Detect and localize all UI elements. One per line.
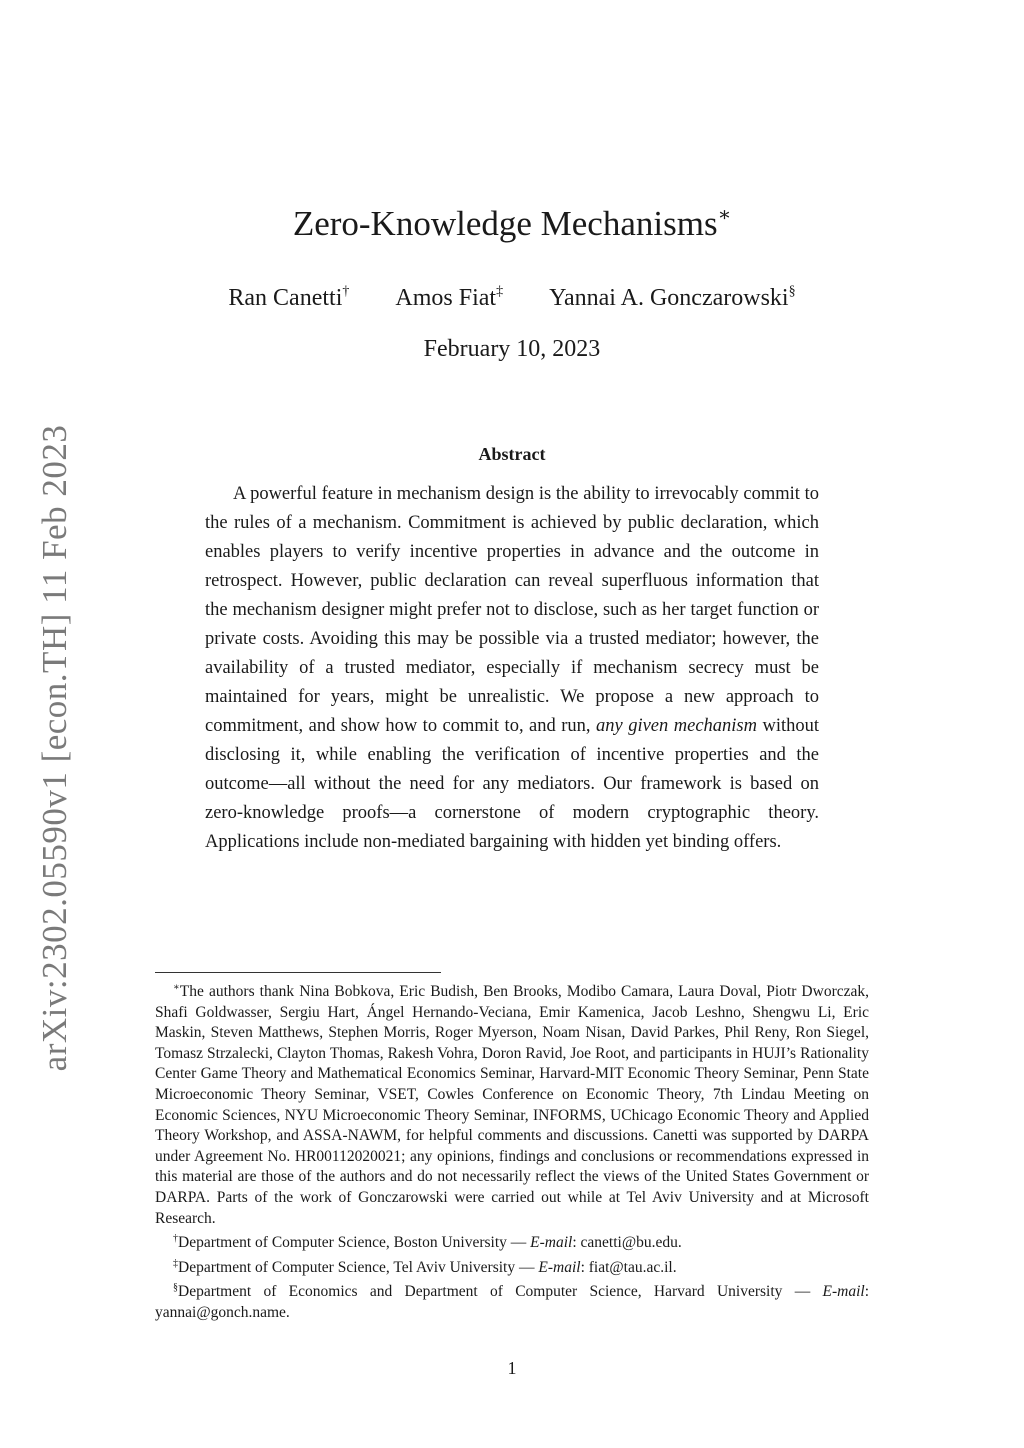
author-name: Yannai A. Gonczarowski <box>549 285 789 311</box>
paper-title-text: Zero-Knowledge Mechanisms <box>292 204 718 243</box>
footnote-text: The authors thank Nina Bobkova, Eric Budish, Ben Brooks, Modibo Camara, Laura Doval, Piotr Dworczak, Shafi Goldwasser, Sergiu Hart, Ángel Hernando-Veciana, Emir Kamenica, Jacob Leshno, Shengwu Li, Eric Maskin, Steven Matthews, Stephen Morris, Roger Myerson, Noam Nisan, David Parkes, Phil Reny, Ron Siegel, Tomasz Strzalecki, Clayton Thomas, Rakesh Vohra, Doron Ravid, Joe Root, and participants in HUJI’s Rationality Center Game Theory and Mathematical Economics Seminar, Harvard-MIT Economic Theory Seminar, Penn State Microeconomic Theory Seminar, VSET, Cowles Conference on Economic Theory, 7th Lindau Meeting on Economic Sciences, NYU Microeconomic Theory Seminar, INFORMS, UChicago Economic Theory and Applied Theory Workshop, and ASSA-NAWM, for helpful comments and discussions. Canetti was supported by DARPA under Agreement No. HR00112020021; any opinions, findings and conclusions or recommendations expressed in this material are those of the authors and do not necessarily reflect the views of the United States Government or DARPA. Parts of the work of Gonczarowski were carried out while at Tel Aviv University and at Microsoft Research. <box>155 983 869 1227</box>
author-name: Ran Canetti <box>228 285 343 311</box>
affiliation-department: Department of Computer Science, Tel Aviv University — <box>178 1258 535 1276</box>
author-gonczarowski <box>549 284 796 312</box>
affiliation-department: Department of Economics and Department of Computer Science, Harvard University — <box>178 1283 811 1301</box>
paper-title <box>0 202 1024 244</box>
author-canetti <box>228 284 349 312</box>
abstract-body <box>205 480 819 857</box>
footnote-affiliation-gonczarowski: §Department of Economics and Department of Computer Science, Harvard University — E-mail: yannai@gonch.name. <box>155 1282 870 1321</box>
footnote-marker: § <box>173 1282 178 1294</box>
abstract-heading: Abstract <box>478 444 546 464</box>
footnote-affiliation-canetti: †Department of Computer Science, Boston University — E-mail: canetti@bu.edu. <box>173 1233 682 1252</box>
footnote-acknowledgments <box>155 978 869 1229</box>
page-number: 1 <box>507 1358 517 1378</box>
abstract-text-part-1: A powerful feature in mechanism design is the ability to irrevocably commit to the rules of a mechanism. Commitment is achieved by public declaration, which enables players to verify incentive properties in advance and the outcome in retrospect. However, public declaration can reveal superfluous information that the mechanism designer might prefer not to disclose, such as her target function or private costs. Avoiding this may be possible via a trusted mediator; however, the availability of a trusted mediator, especially if mechanism secrecy must be maintained for years, might be unrealistic. We propose a new approach to commitment, and show how to commit to, and run, <box>205 484 819 736</box>
footnote-marker: ‡ <box>173 1257 178 1269</box>
email-address: fiat@tau.ac.il. <box>588 1258 677 1276</box>
abstract-text-part-2: without disclosing it, while enabling the verification of incentive properties and the outcome—all without the need for any mediators. Our framework is based on zero-knowledge proofs—a cornerstone of modern cryptographic theory. Applications include non-mediated bargaining with hidden yet binding offers. <box>205 716 819 852</box>
footnote-marker: ∗ <box>173 982 180 993</box>
author-marker: † <box>342 284 350 299</box>
author-marker: § <box>788 284 796 299</box>
email-label: E-mail <box>822 1283 865 1301</box>
author-name: Amos Fiat <box>395 285 497 311</box>
arxiv-identifier-stamp: arXiv:2302.05590v1 [econ.TH] 11 Feb 2023 <box>35 424 74 1072</box>
author-fiat <box>395 284 503 312</box>
email-label: E-mail <box>538 1258 581 1276</box>
title-footnote-marker: ∗ <box>717 204 732 226</box>
publication-date: February 10, 2023 <box>423 336 601 362</box>
affiliation-department: Department of Computer Science, Boston University — <box>178 1234 527 1252</box>
email-label: E-mail <box>530 1234 573 1252</box>
footnote-affiliation-fiat: ‡Department of Computer Science, Tel Aviv University — E-mail: fiat@tau.ac.il. <box>173 1257 677 1276</box>
email-address: canetti@bu.edu. <box>580 1234 682 1252</box>
footnote-marker: † <box>173 1233 178 1245</box>
author-marker: ‡ <box>496 284 504 299</box>
email-address: yannai@gonch.name. <box>155 1303 290 1321</box>
abstract-italic-phrase: any given mechanism <box>596 716 757 736</box>
author-list <box>0 284 1024 312</box>
footnotes-section <box>155 978 869 1324</box>
footnote-divider <box>155 972 441 973</box>
